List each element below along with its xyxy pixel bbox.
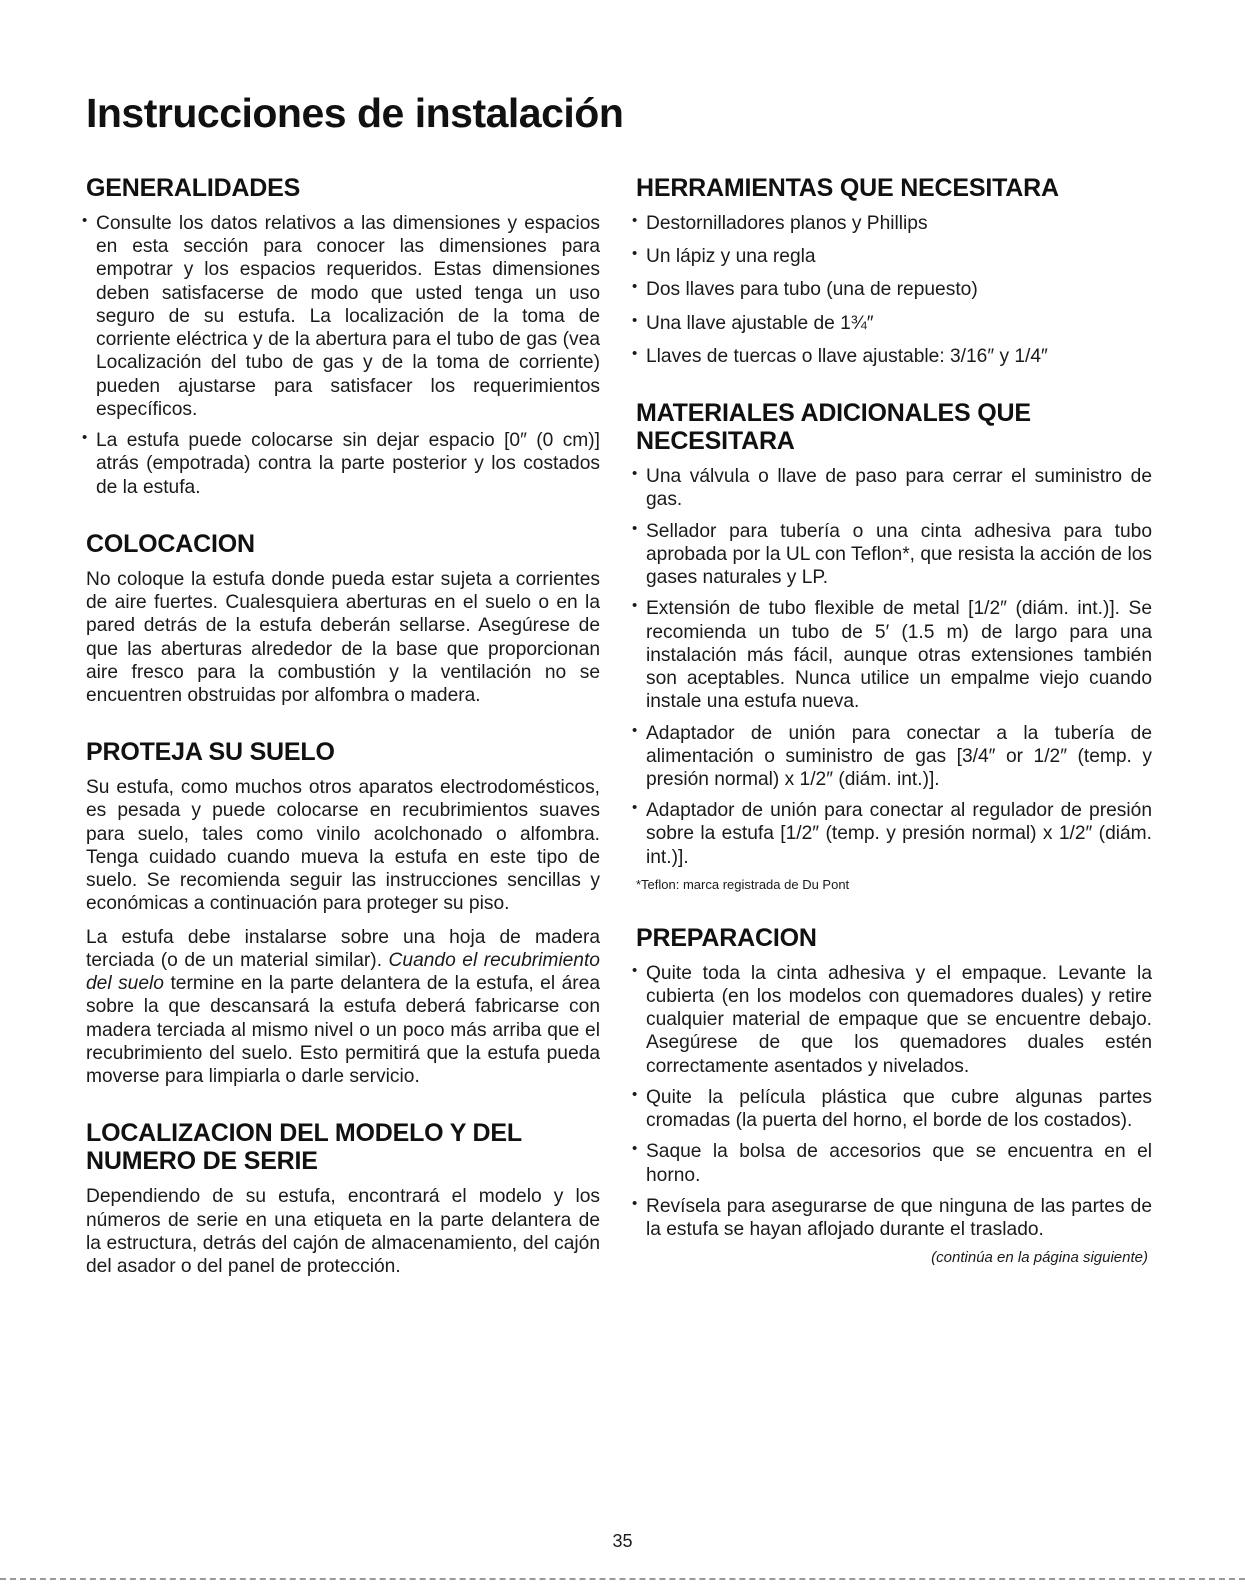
list-item: • Una llave ajustable de 1¾″ — [636, 312, 1152, 335]
herramientas-list — [636, 212, 1152, 368]
list-item: • Destornilladores planos y Phillips — [636, 212, 1152, 235]
list-item: • La estufa puede colocarse sin dejar espacio [0″ (0 cm)] atrás (empotrada) contra la parte posterior y los costados de la estufa. — [86, 429, 600, 499]
localizacion-text: Dependiendo de su estufa, encontrará el modelo y los números de serie en una etiqueta en la parte delantera de la estructura, detrás del cajón de almacenamiento, del cajón del asador o del panel de protección. — [86, 1186, 600, 1277]
proteja-paragraph-1: Su estufa, como muchos otros aparatos electrodomésticos, es pesada y puede colocarse en recubrimientos suaves para suelo, tales como vinilo acolchonado o alfombra. Tenga cuidado cuando mueva la estufa en este tipo de suelo. Se recomienda seguir las instrucciones sencillas y económicas a continuación para proteger su piso. — [86, 777, 600, 915]
list-item: • Quite la película plástica que cubre algunas partes cromadas (la puerta del horno, el borde de los costados). — [636, 1086, 1152, 1132]
list-item: • Dos llaves para tubo (una de repuesto) — [636, 278, 1152, 301]
heading-colocacion: COLOCACION — [86, 529, 255, 558]
teflon-footnote: *Teflon: marca registrada de Du Pont — [636, 876, 850, 892]
section-preparacion — [636, 924, 1152, 1268]
bottom-dashed-rule — [0, 1578, 1245, 1580]
list-item: • Extensión de tubo flexible de metal [1/2″ (diám. int.)]. Se recomienda un tubo de 5′ (1.5 m) de largo para una instalación más fácil, aunque otras extensiones también son aceptables. Nunca utilice un empalme viejo cuando instale una estufa nueva. — [636, 597, 1152, 713]
section-herramientas — [636, 174, 1152, 368]
list-item: • Llaves de tuercas o llave ajustable: 3/16″ y 1/4″ — [636, 345, 1152, 368]
generalidades-list — [86, 212, 600, 499]
list-item: • Adaptador de unión para conectar a la tubería de alimentación o suministro de gas [3/4″ or 1/2″ (temp. y presión normal) x 1/2″ (diám. int.)]. — [636, 722, 1152, 792]
left-column — [86, 174, 600, 1309]
proteja-text-italic: Cuando el recubrimiento del suelo — [86, 949, 600, 995]
section-colocacion — [86, 530, 600, 707]
list-item: • Un lápiz y una regla — [636, 245, 1152, 268]
section-proteja-su-suelo — [86, 738, 600, 1088]
heading-preparacion: PREPARACION — [636, 923, 817, 952]
list-item: • Quite toda la cinta adhesiva y el empaque. Levante la cubierta (en los modelos con quemadores duales) y retire cualquier material de empaque que se encuentre debajo. Asegúrese de que los quemadores duales estén correctamente asentados y nivelados. — [636, 962, 1152, 1078]
heading-materiales: MATERIALES ADICIONALES QUE NECESITARA — [636, 399, 1031, 456]
materiales-list — [636, 465, 1152, 869]
list-item: • Una válvula o llave de paso para cerrar el suministro de gas. — [636, 465, 1152, 511]
list-item: • Adaptador de unión para conectar al regulador de presión sobre la estufa [1/2″ (temp. y presión normal) x 1/2″ (diám. int.)]. — [636, 799, 1152, 869]
heading-generalidades: GENERALIDADES — [86, 174, 301, 202]
colocacion-text: No coloque la estufa donde pueda estar sujeta a corrientes de aire fuertes. Cualesquiera aberturas en el suelo o en la pared detrás de la estufa deberán sellarse. Asegúrese de que las aberturas alrededor de la base que proporcionan aire fresco para la combustión y la ventilación no se encuentren obstruidas por alfombra o madera. — [86, 568, 600, 706]
heading-proteja-su-suelo: PROTEJA SU SUELO — [86, 738, 335, 767]
proteja-paragraph-2 — [86, 926, 600, 1089]
section-materiales — [636, 399, 1152, 892]
list-item: • Sellador para tubería o una cinta adhesiva para tubo aprobada por la UL con Teflon*, que resista la acción de los gases naturales y LP. — [636, 520, 1152, 590]
proteja-text-a: La estufa debe instalarse sobre una hoja de madera terciada (o de un material similar). — [86, 926, 600, 971]
preparacion-list — [636, 962, 1152, 1242]
heading-herramientas: HERRAMIENTAS QUE NECESITARA — [636, 174, 1059, 202]
section-generalidades — [86, 174, 600, 499]
list-item: • Saque la bolsa de accesorios que se encuentra en el horno. — [636, 1140, 1152, 1186]
list-item: • Consulte los datos relativos a las dimensiones y espacios en esta sección para conocer las dimensiones para empotrar y los espacios requeridos. Estas dimensiones deben satisfacerse de modo que usted tenga un uso seguro de su estufa. La localización de la toma de corriente eléctrica y de la abertura para el tubo de gas (vea Localización del tubo de gas y de la toma de corriente) pueden ajustarse para satisfacer los requerimientos específicos. — [86, 212, 600, 421]
page-number: 35 — [612, 1531, 633, 1551]
page-title: Instrucciones de instalación — [86, 90, 624, 136]
list-item: • Revísela para asegurarse de que ninguna de las partes de la estufa se hayan aflojado durante el traslado. — [636, 1195, 1152, 1241]
section-localizacion — [86, 1119, 600, 1278]
heading-localizacion: LOCALIZACION DEL MODELO Y DEL NUMERO DE SERIE — [86, 1119, 522, 1176]
continued-note: (continúa en la página siguiente) — [931, 1249, 1148, 1267]
right-column — [636, 174, 1152, 1298]
proteja-text-b: termine en la parte delantera de la estufa, el área sobre la que descansará la estufa deberá fabricarse con madera terciada al mismo nivel o un poco más arriba que el recubrimiento del suelo. Esto permitirá que la estufa pueda moverse para limpiarla o darle servicio. — [86, 973, 600, 1088]
